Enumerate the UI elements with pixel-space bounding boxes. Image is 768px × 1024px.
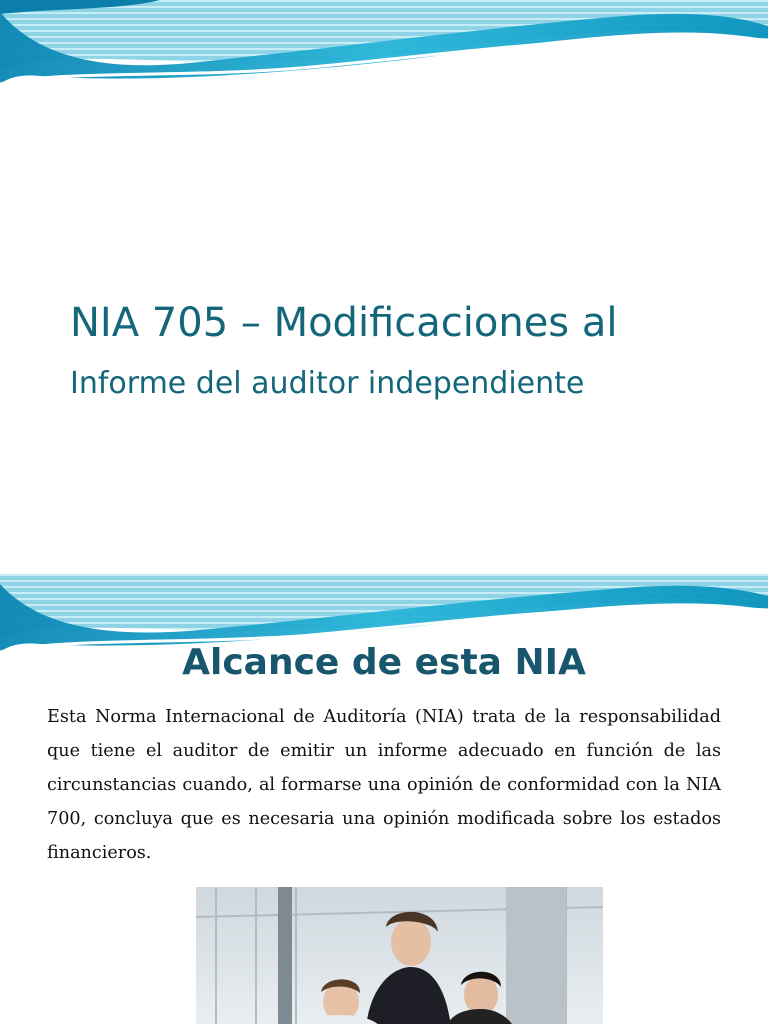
slide-title-line1: NIA 705 – Modificaciones al [70, 300, 618, 346]
office-photo-illustration [196, 887, 603, 1024]
body-paragraph: Esta Norma Internacional de Auditoría (NIA) trata de la responsabilidad que tiene el auditor de emitir un informe adecuado en función de las circunstancias cuando, al formarse una opinión de conformidad con la NIA 700, concluya que es necesaria una opinión modificada sobre los estados financieros. [47, 707, 721, 863]
content-slide [0, 574, 768, 1024]
office-photo [196, 887, 603, 1024]
slide-title-line2: Informe del auditor independiente [70, 366, 585, 401]
slide-heading: Alcance de esta NIA [182, 642, 586, 683]
wave-banner-top [0, 0, 768, 100]
